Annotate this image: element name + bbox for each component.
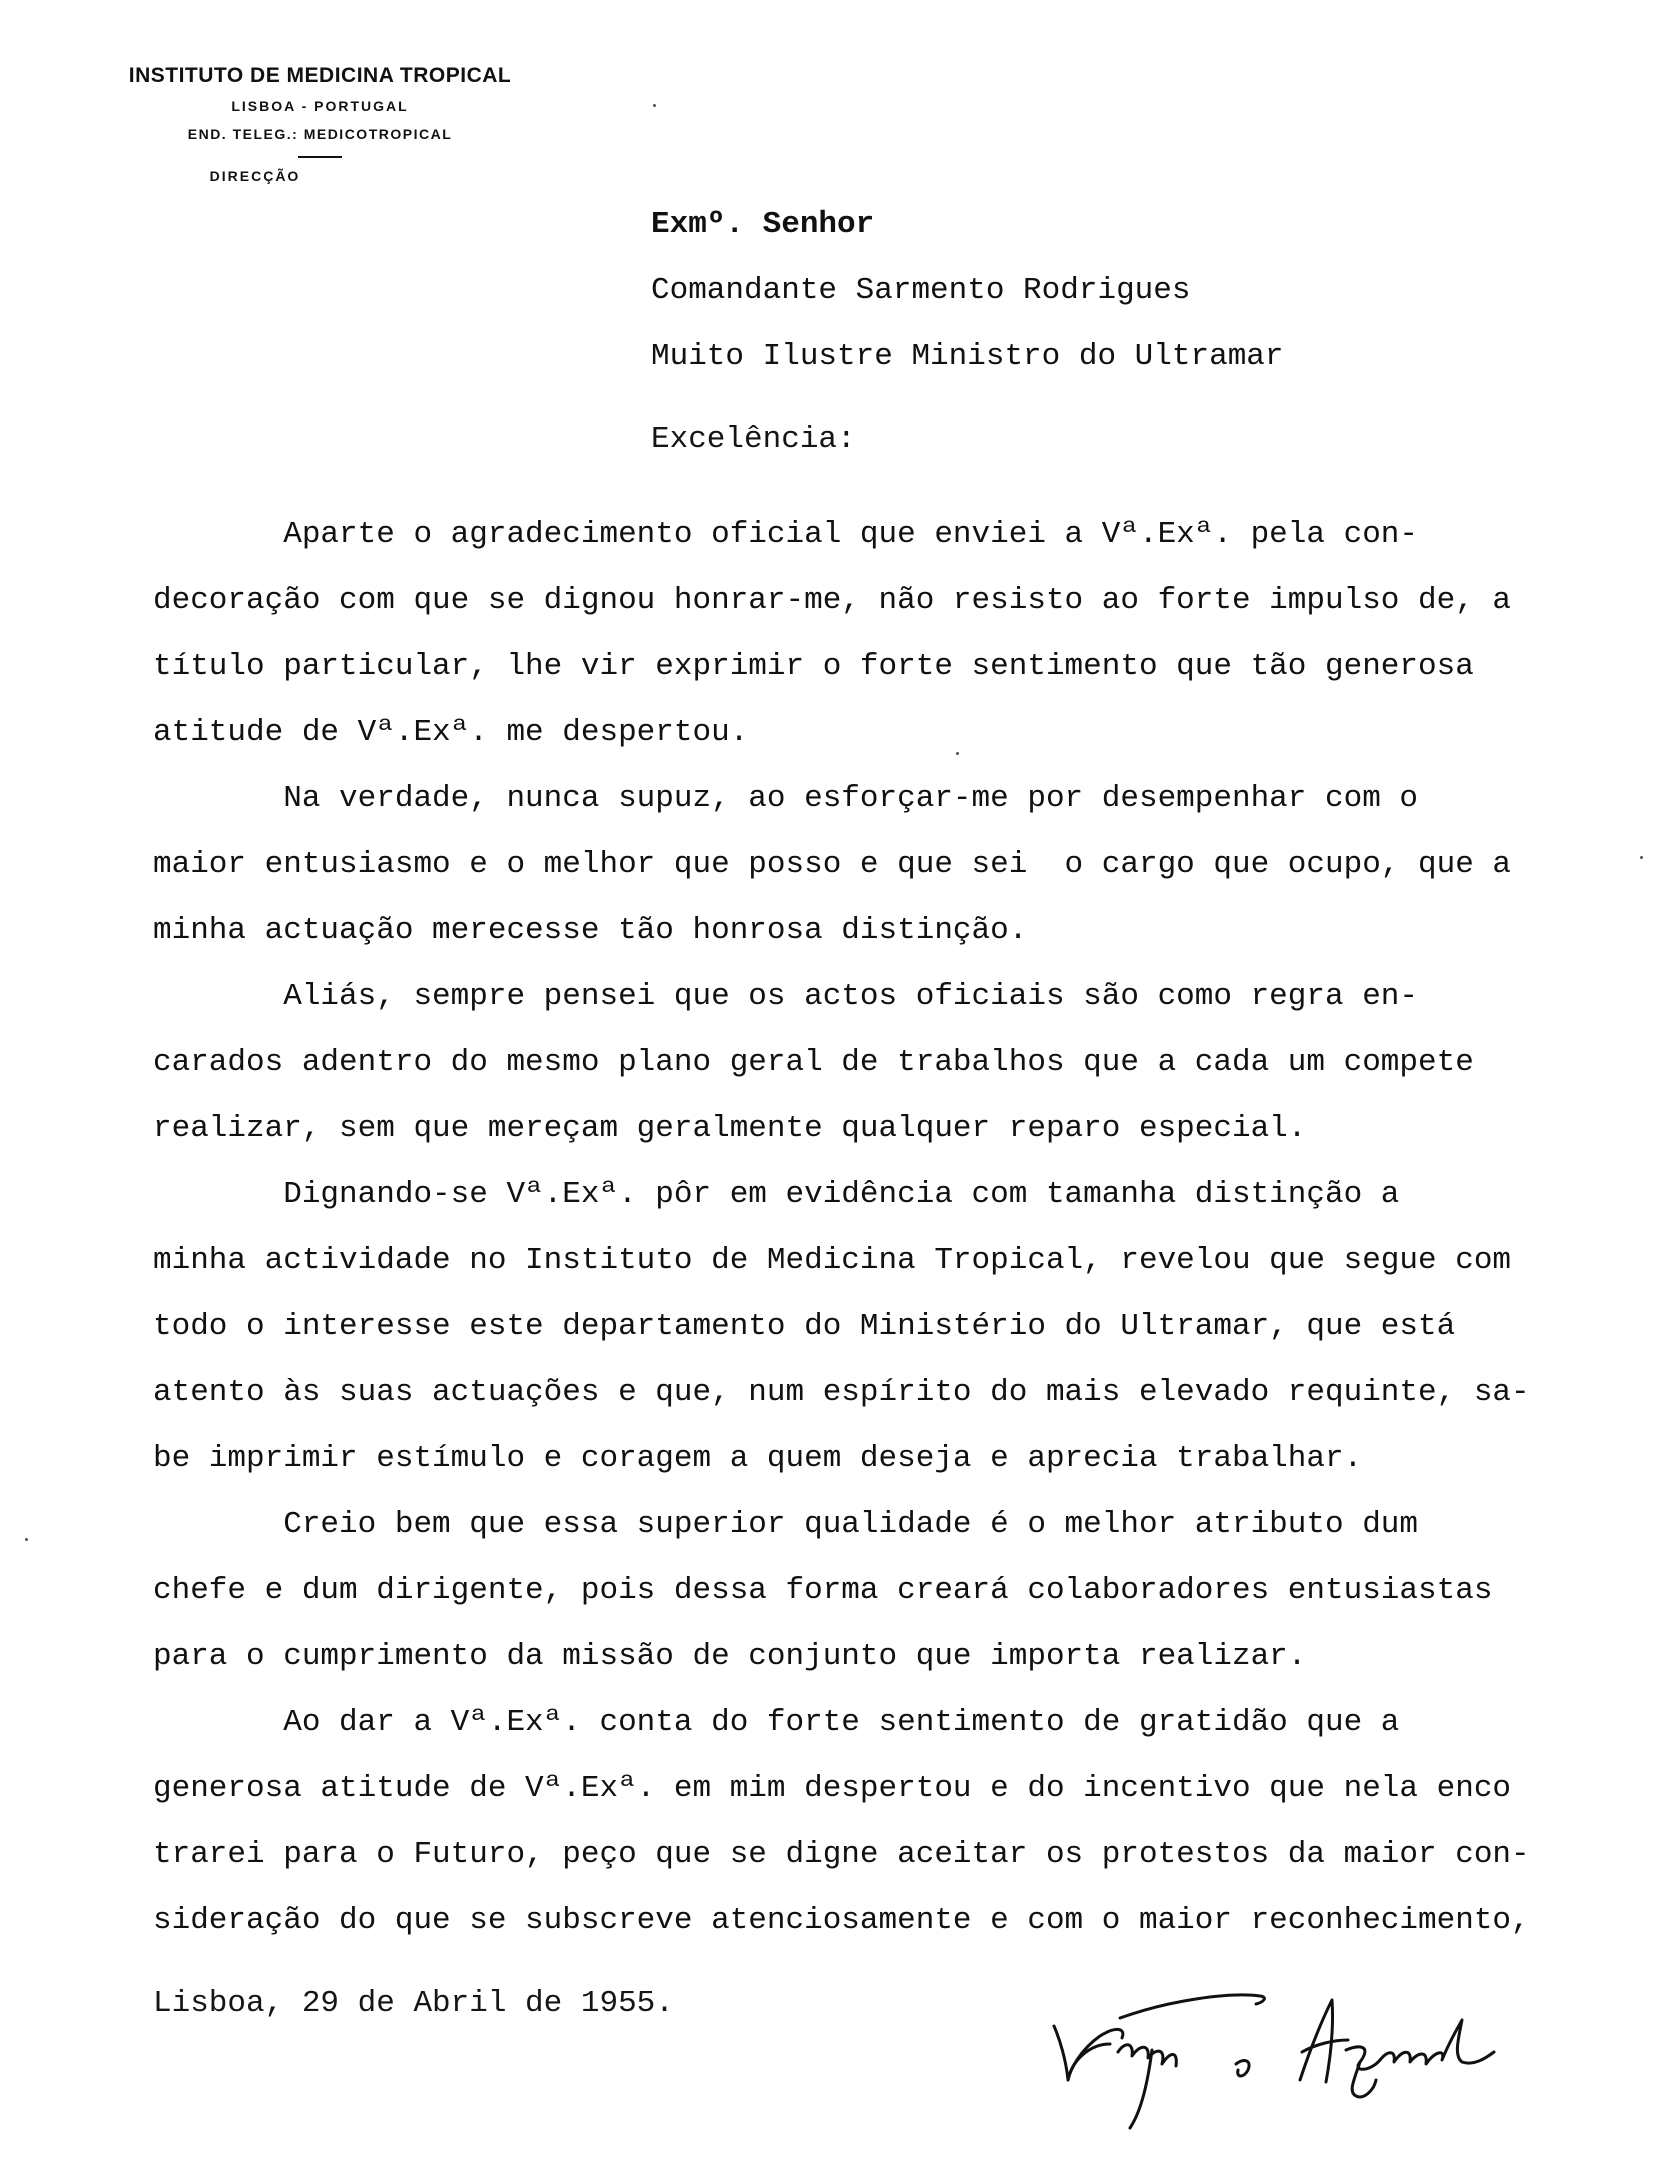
body-line: título particular, lhe vir exprimir o forte sentimento que tão generosa [153,649,1474,684]
body-line: Aliás, sempre pensei que os actos oficiais são como regra en- [153,979,1419,1014]
body-line: atitude de Vª.Exª. me despertou. [153,715,749,750]
scan-speck [653,104,656,107]
body-line: sideração do que se subscreve atenciosamente e com o maior reconhecimento, [153,1903,1530,1938]
body-line: be imprimir estímulo e coragem a quem deseja e aprecia trabalhar. [153,1441,1363,1476]
body-line: generosa atitude de Vª.Exª. em mim despertou e do incentivo que nela enco [153,1771,1512,1806]
paragraph [153,964,1613,1162]
body-line: para o cumprimento da missão de conjunto que importa realizar. [153,1639,1307,1674]
body-line: Na verdade, nunca supuz, ao esforçar-me por desempenhar com o [153,781,1419,816]
letter-body [153,502,1613,1954]
body-line: decoração com que se dignou honrar-me, não resisto ao forte impulso de, a [153,583,1512,618]
body-line: Aparte o agradecimento oficial que enviei a Vª.Exª. pela con- [153,517,1419,552]
addressee-block [651,192,1284,390]
body-line: carados adentro do mesmo plano geral de trabalhos que a cada um compete [153,1045,1474,1080]
paragraph [153,1162,1613,1492]
institution-name: INSTITUTO DE MEDICINA TROPICAL [128,64,512,87]
body-line: minha actuação merecesse tão honrosa distinção. [153,913,1028,948]
body-line: chefe e dum dirigente, pois dessa forma creará colaboradores entusiastas [153,1573,1493,1608]
paragraph [153,1492,1613,1690]
body-line: maior entusiasmo e o melhor que posso e que sei o cargo que ocupo, que a [153,847,1512,882]
greeting: Excelência: [651,422,856,457]
addressee-salutation: Exmº. Senhor [651,207,875,242]
letter-date: Lisboa, 29 de Abril de 1955. [153,1986,674,2021]
body-line: atento às suas actuações e que, num espírito do mais elevado requinte, sa- [153,1375,1530,1410]
letterhead [100,64,540,184]
addressee-name: Comandante Sarmento Rodrigues [651,273,1191,308]
body-line: Creio bem que essa superior qualidade é o melhor atributo dum [153,1507,1419,1542]
scan-speck [25,1538,28,1541]
department-label: DIRECÇÃO [209,168,301,184]
body-line: Dignando-se Vª.Exª. pôr em evidência com tamanha distinção a [153,1177,1400,1212]
body-line: realizar, sem que mereçam geralmente qualquer reparo especial. [153,1111,1307,1146]
scan-speck [956,752,959,755]
paragraph [153,766,1613,964]
body-line: todo o interesse este departamento do Ministério do Ultramar, que está [153,1309,1456,1344]
letterhead-divider [298,156,342,158]
body-line: trarei para o Futuro, peço que se digne aceitar os protestos da maior con- [153,1837,1530,1872]
scan-speck [1640,856,1643,859]
handwritten-signature [1030,1940,1630,2140]
addressee-title: Muito Ilustre Ministro do Ultramar [651,339,1284,374]
telegraph-address: END. TELEG.: MEDICOTROPICAL [187,126,453,142]
body-line: minha actividade no Instituto de Medicina Tropical, revelou que segue com [153,1243,1512,1278]
body-line: Ao dar a Vª.Exª. conta do forte sentimento de gratidão que a [153,1705,1400,1740]
paragraph [153,1690,1613,1954]
paragraph [153,502,1613,766]
institution-city: LISBOA - PORTUGAL [231,98,409,114]
